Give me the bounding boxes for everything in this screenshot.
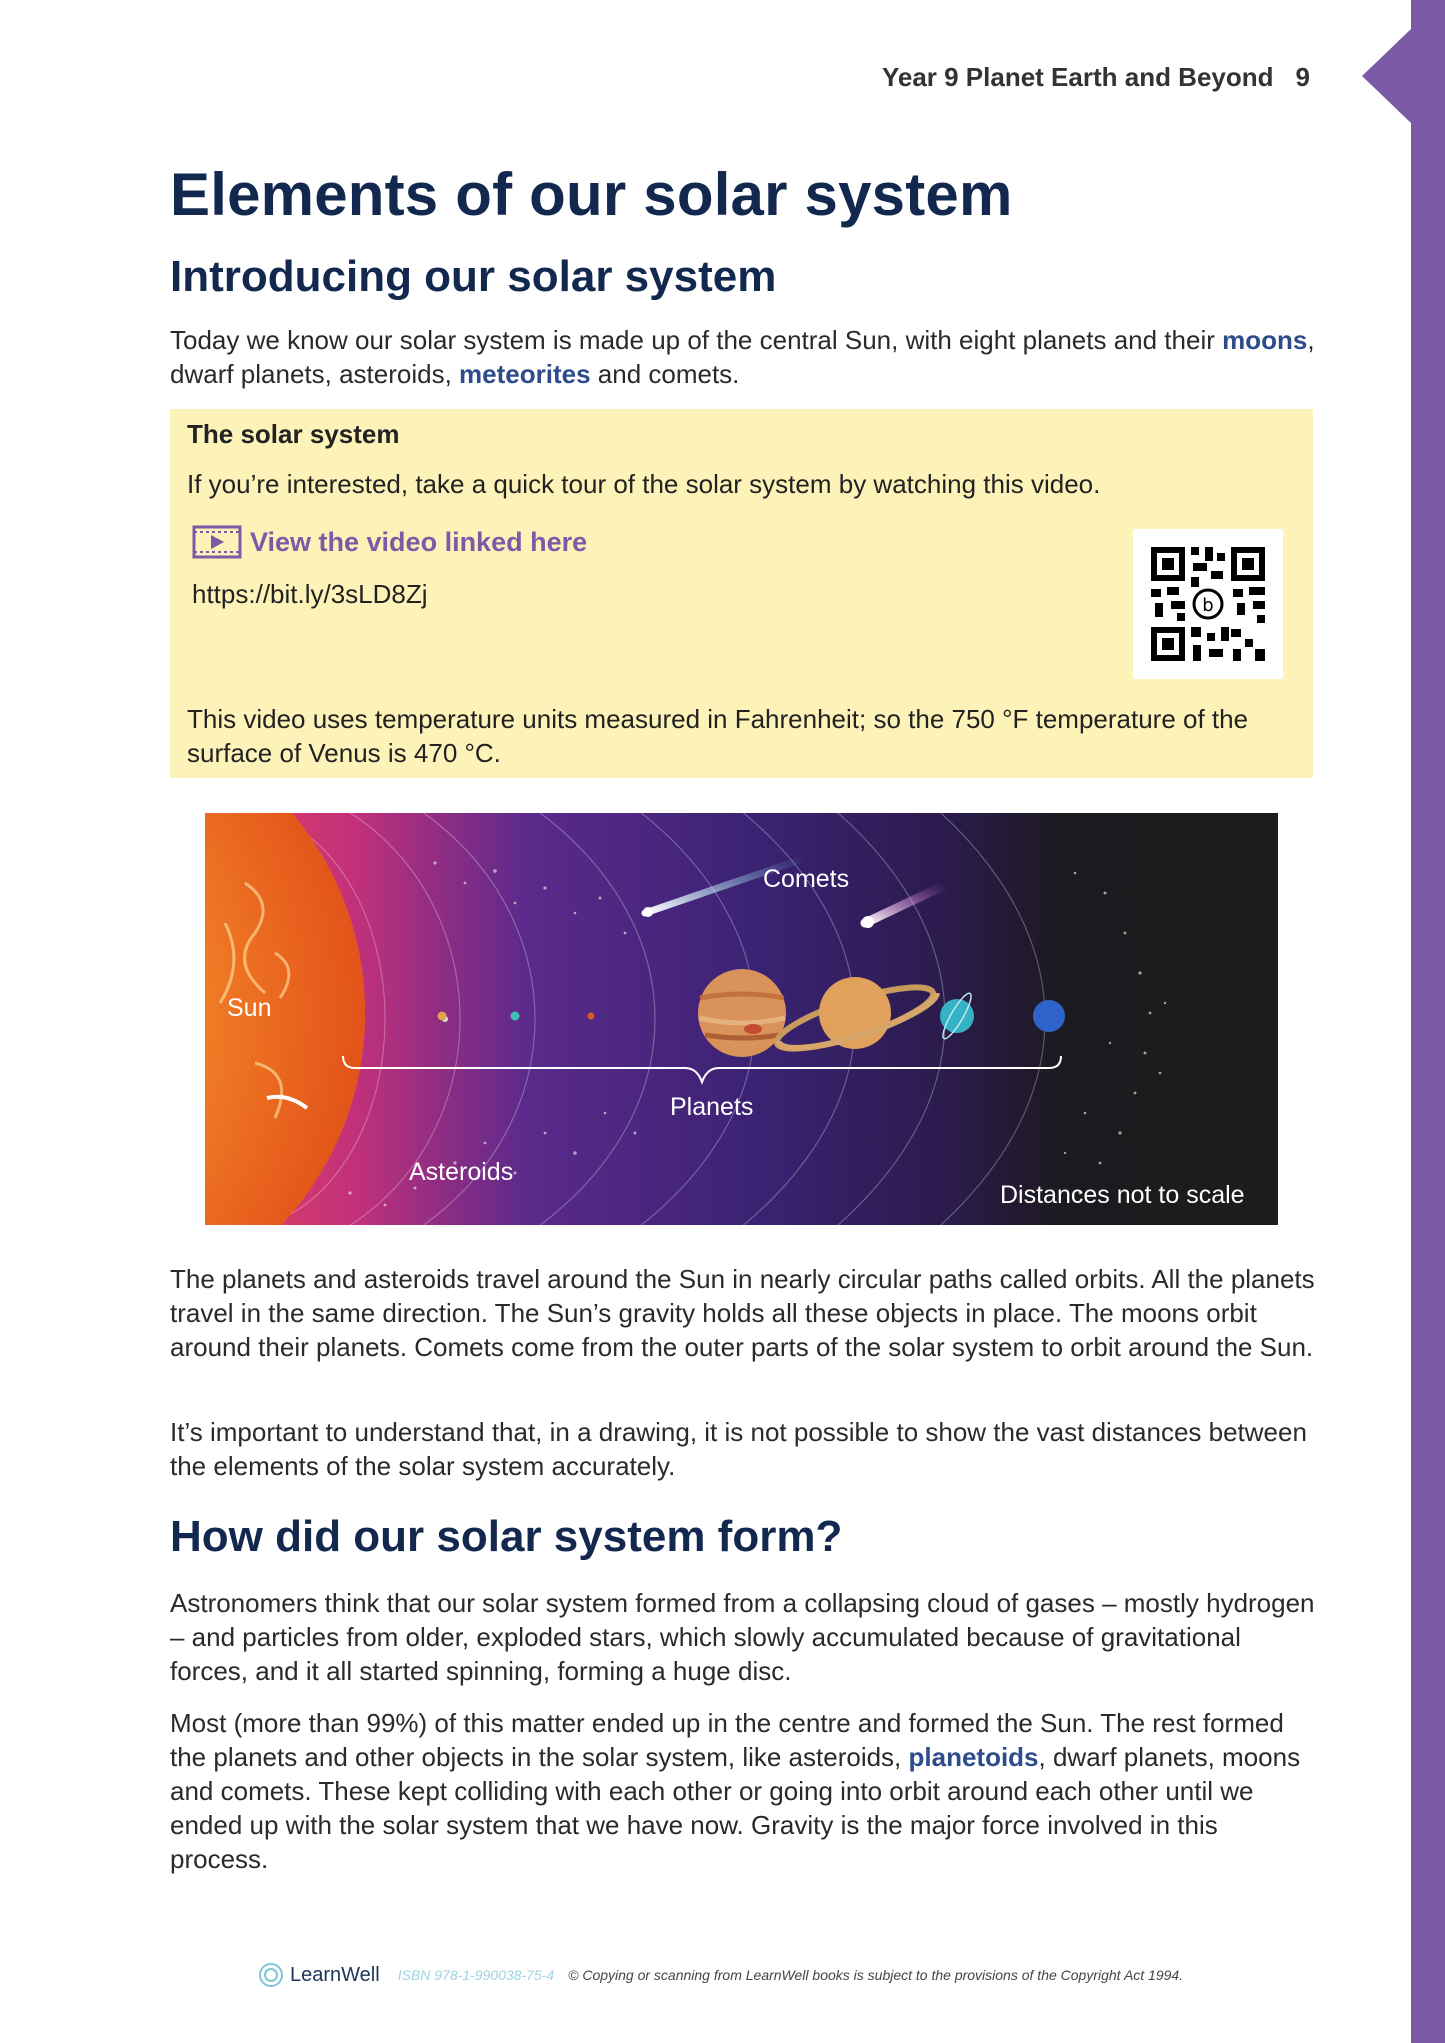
callout-title: The solar system <box>187 419 400 449</box>
label-scale-note: Distances not to scale <box>1000 1181 1245 1209</box>
formation-paragraph-1: Astronomers think that our solar system formed from a collapsing cloud of gases – mostly hydrogen – and particles from older, exploded stars, which slowly accumulated because of gravitational forces, and it all started spinning, forming a huge disc. <box>170 1588 1315 1686</box>
svg-text:b: b <box>1202 595 1214 616</box>
label-planets: Planets <box>670 1093 754 1121</box>
qr-code-icon <box>1133 529 1283 679</box>
footer-copyright: © Copying or scanning from LearnWell books is subject to the provisions of the Copyright Act 1994. <box>568 1967 1184 1983</box>
section-heading-intro: Introducing our solar system <box>170 252 777 301</box>
page-tab-marker <box>1362 28 1412 124</box>
formation-paragraph-2 <box>170 1706 1320 1876</box>
neptune <box>1033 1000 1065 1032</box>
video-play-icon <box>192 525 242 559</box>
callout-note: This video uses temperature units measured in Fahrenheit; so the 750 °F temperature of the surface of Venus is 470 °C. <box>187 704 1249 768</box>
formation-text-1: Most (more than 99%) of this matter ended up in the centre and formed the Sun. The rest formed the planets and other objects in the solar system, like asteroids, <box>170 1708 1284 1772</box>
page-footer <box>258 1962 1183 1988</box>
label-sun: Sun <box>227 994 272 1022</box>
running-header <box>882 62 1310 93</box>
section-heading-formation: How did our solar system form? <box>170 1512 843 1561</box>
formation-text-2: , dwarf planets, moons and comets. These kept colliding with each other or going into orbit around each other until we ended up with the solar system that we have now. Gravity is the major force involved in this process. <box>170 1742 1301 1874</box>
label-asteroids: Asteroids <box>409 1158 514 1186</box>
solar-system-illustration <box>205 813 1278 1225</box>
jupiter <box>698 969 786 1057</box>
learnwell-logo-icon <box>258 1962 284 1988</box>
video-link[interactable] <box>192 525 587 559</box>
intro-text-1: Today we know our solar system is made up of the central Sun, with eight planets and their <box>170 325 1223 355</box>
distances-paragraph: It’s important to understand that, in a drawing, it is not possible to show the vast distances between the elements of the solar system accurately. <box>170 1417 1307 1481</box>
intro-text-2: , dwarf planets, asteroids, <box>170 325 1315 389</box>
page-number: 9 <box>1295 62 1310 92</box>
label-comets: Comets <box>763 865 850 893</box>
keyword-moons[interactable]: moons <box>1222 325 1308 355</box>
callout-text: If you’re interested, take a quick tour of the solar system by watching this video. <box>187 469 1101 499</box>
footer-brand: LearnWell <box>290 1963 380 1986</box>
side-accent-bar <box>1411 0 1445 2043</box>
intro-paragraph <box>170 323 1320 391</box>
footer-isbn: ISBN 978-1-990038-75-4 <box>397 1967 555 1983</box>
video-url[interactable]: https://bit.ly/3sLD8Zj <box>192 579 428 609</box>
keyword-meteorites[interactable]: meteorites <box>459 359 591 389</box>
intro-text-3: and comets. <box>590 359 740 389</box>
page-title: Elements of our solar system <box>170 161 1013 228</box>
keyword-planetoids[interactable]: planetoids <box>908 1742 1039 1772</box>
video-link-label[interactable]: View the video linked here <box>250 526 588 557</box>
orbits-paragraph: The planets and asteroids travel around the Sun in nearly circular paths called orbits. All the planets travel in the same direction. The Sun’s gravity holds all these objects in place. The moons orbit around their planets. Comets come from the outer parts of the solar system to orbit around the Sun. <box>170 1264 1315 1362</box>
video-callout-box <box>170 409 1313 778</box>
running-title: Year 9 Planet Earth and Beyond <box>881 62 1274 92</box>
solar-system-svg <box>205 813 1278 1225</box>
